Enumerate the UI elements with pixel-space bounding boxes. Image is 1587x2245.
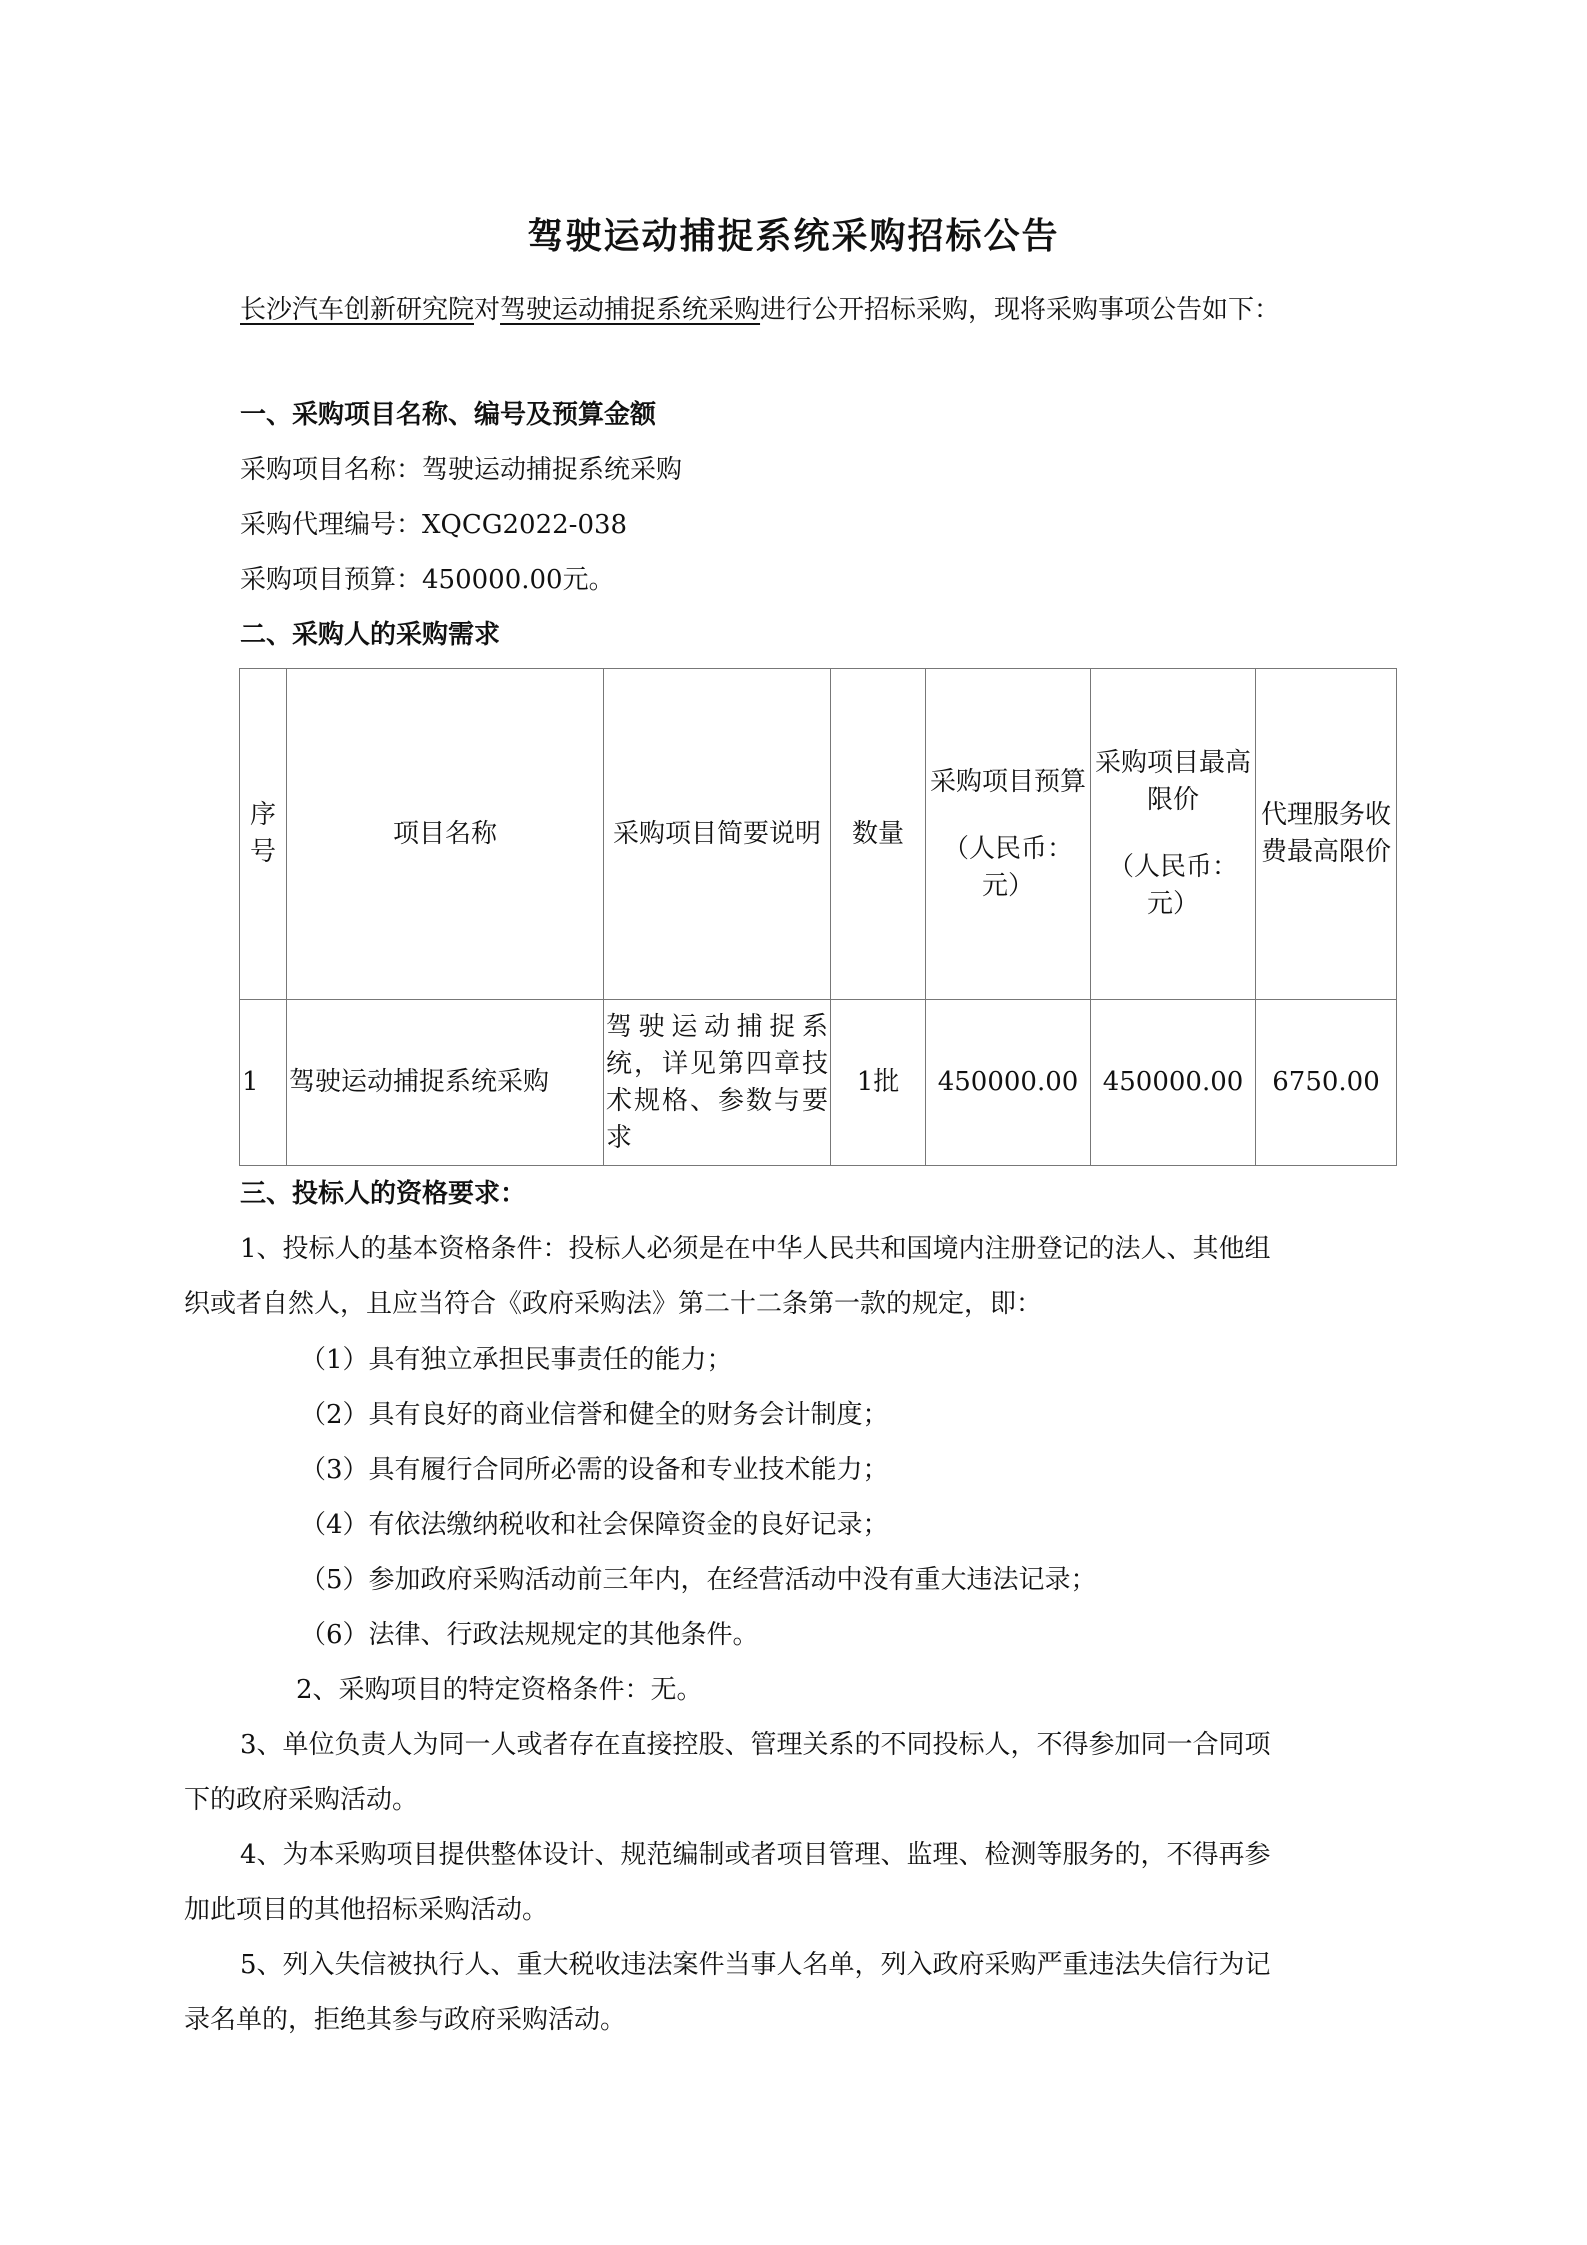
header-max-unit: （人民币：元） [1107, 852, 1238, 919]
section1-heading: 一、采购项目名称、编号及预算金额 [240, 400, 657, 430]
qualification-item-5: （5）参加政府采购活动前三年内，在经营活动中没有重大违法记录； [300, 1565, 1097, 1595]
qualification-basic: 1、投标人的基本资格条件：投标人必须是在中华人民共和国境内注册登记的法人、其他组织或者自然人，且应当符合《政府采购法》第二十二条第一款的规定，即： [184, 1234, 1271, 1319]
section2-heading: 二、采购人的采购需求 [240, 620, 501, 650]
header-max-label: 采购项目最高限价 [1094, 748, 1251, 815]
qualification-service: 4、为本采购项目提供整体设计、规范编制或者项目管理、监理、检测等服务的，不得再参加此项目的其他招标采购活动。 [184, 1840, 1271, 1925]
cell-fee: 6750.00 [1256, 1000, 1397, 1166]
qualification-special: 2、采购项目的特定资格条件：无。 [296, 1675, 703, 1705]
header-budget-label: 采购项目预算 [929, 766, 1086, 797]
table-header-row [240, 669, 1397, 1000]
qualification-item-2: （2）具有良好的商业信誉和健全的财务会计制度； [300, 1400, 889, 1430]
project-name-link: 驾驶运动捕捉系统采购 [500, 295, 761, 325]
header-name: 项目名称 [287, 669, 604, 1000]
project-budget-line: 采购项目预算：450000.00元。 [240, 565, 615, 595]
intro-text-1: 对 [474, 295, 501, 325]
qualification-blacklist: 5、列入失信被执行人、重大税收违法案件当事人名单，列入政府采购严重违法失信行为记录名单的，拒绝其参与政府采购活动。 [184, 1950, 1271, 2035]
header-fee: 代理服务收费最高限价 [1256, 669, 1397, 1000]
project-name-line: 采购项目名称：驾驶运动捕捉系统采购 [240, 455, 683, 485]
qualification-item-3: （3）具有履行合同所必需的设备和专业技术能力； [300, 1455, 889, 1485]
header-budget [926, 669, 1091, 1000]
cell-qty: 1批 [831, 1000, 926, 1166]
header-budget-unit: （人民币：元） [942, 833, 1073, 901]
table-row [240, 1000, 1397, 1166]
qualification-item-1: （1）具有独立承担民事责任的能力； [300, 1345, 733, 1375]
cell-budget: 450000.00 [926, 1000, 1091, 1166]
project-code-line: 采购代理编号：XQCG2022-038 [240, 510, 628, 540]
cell-desc: 驾驶运动捕捉系统，详见第四章技术规格、参数与要求 [604, 1000, 831, 1166]
intro-paragraph [184, 283, 1294, 338]
intro-text-2: 进行公开招标采购，现将采购事项公告如下： [760, 295, 1281, 325]
cell-name: 驾驶运动捕捉系统采购 [287, 1000, 604, 1166]
section3-heading: 三、投标人的资格要求： [240, 1179, 527, 1209]
requirements-table [239, 668, 1397, 1166]
header-max [1091, 669, 1256, 1000]
qualification-control: 3、单位负责人为同一人或者存在直接控股、管理关系的不同投标人，不得参加同一合同项下的政府采购活动。 [184, 1730, 1271, 1815]
cell-seq: 1 [240, 1000, 287, 1166]
qualification-item-6: （6）法律、行政法规规定的其他条件。 [300, 1620, 759, 1650]
header-qty: 数量 [831, 669, 926, 1000]
header-desc: 采购项目简要说明 [604, 669, 831, 1000]
header-seq: 序号 [240, 669, 287, 1000]
qualification-item-4: （4）有依法缴纳税收和社会保障资金的良好记录； [300, 1510, 889, 1540]
purchaser-name: 长沙汽车创新研究院 [240, 295, 475, 325]
page-title: 驾驶运动捕捉系统采购招标公告 [527, 216, 1060, 257]
cell-max: 450000.00 [1091, 1000, 1256, 1166]
